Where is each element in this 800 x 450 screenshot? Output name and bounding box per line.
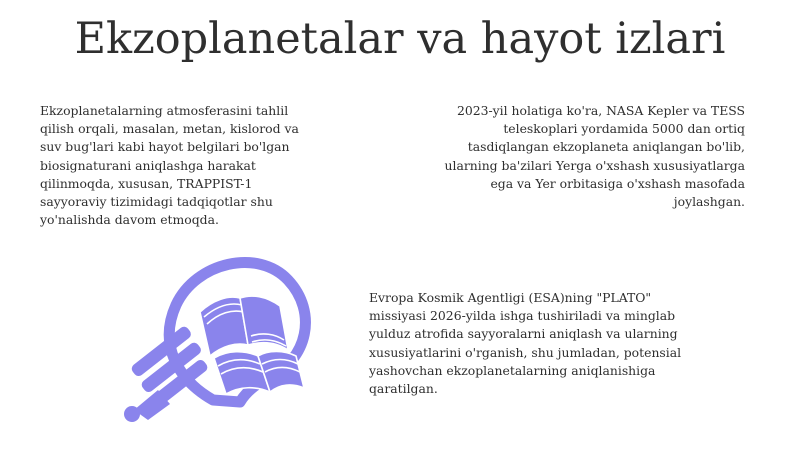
right-paragraph: 2023-yil holatiga ko'ra, NASA Kepler va TESS teleskoplari yordamida 5000 dan ortiq tasdiqlangan ekzoplaneta aniqlangan bo'lib, ularning ba'zilari Yerga o'xshash xususiyatlarga ega va Yer orbitasiga o'xshash masofada joylashgan.	[444, 103, 745, 210]
slide-title: Ekzoplanetalar va hayot izlari	[74, 14, 726, 64]
bottom-paragraph: Evropa Kosmik Agentligi (ESA)ning "PLATO" missiyasi 2026-yilda ishga tushiriladi va minglab yulduz atrofida sayyoralarni aniqlash va ularning xususiyatlarini o'rganish, shu jumladan, potensial yashovchan ekzoplanetalarning aniqlanishiga qaratilgan.	[369, 290, 682, 397]
left-paragraph: Ekzoplanetalarning atmosferasini tahlil qilish orqali, masalan, metan, kislorod va suv bug'lari kabi hayot belgilari bo'lgan biosignaturani aniqlashga harakat qilinmoqda, xususan, TRAPPIST-1 sayyoraviy tizimidagi tadqiqotlar shu yo'nalishda davom etmoqda.	[40, 103, 299, 228]
lightbulb-with-book-icon	[118, 250, 333, 450]
